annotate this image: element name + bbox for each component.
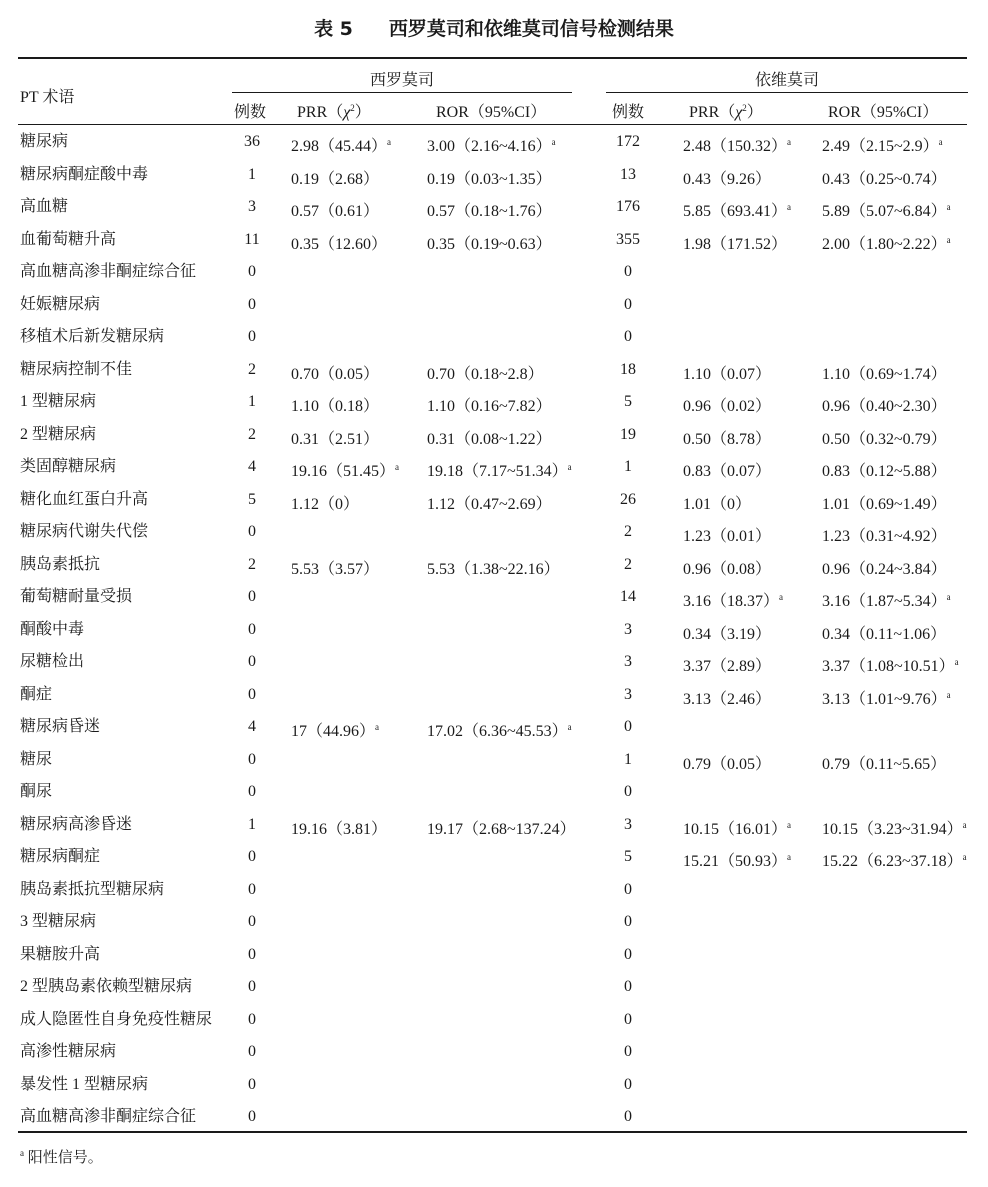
everolimus-n-cell: 0: [624, 1010, 632, 1028]
everolimus-prr-cell: 1.23（0.01）: [683, 528, 772, 545]
everolimus-ror-cell: 0.96（0.24~3.84）: [822, 560, 947, 578]
everolimus-ror-cell: 0.50（0.32~0.79）: [822, 430, 947, 448]
pt-term-cell: 糖尿病代谢失代偿: [20, 523, 149, 540]
sirolimus-ror-cell: 0.57（0.18~1.76）: [427, 203, 552, 220]
signal-marker: a: [946, 592, 951, 602]
table-row: [0, 354, 988, 386]
sirolimus-ror-cell: 0.35（0.19~0.63）: [427, 235, 552, 253]
table-row: [0, 321, 988, 353]
everolimus-n-cell: 0: [624, 328, 632, 345]
sirolimus-n-cell: 0: [248, 620, 256, 638]
sirolimus-ror-cell: 0.31（0.08~1.22）: [427, 430, 552, 448]
signal-marker: a: [954, 657, 959, 667]
table-row: [0, 516, 988, 548]
bottom-rule: [18, 1131, 967, 1133]
pt-term-cell: 糖化血红蛋白升高: [20, 490, 149, 508]
sirolimus-n-cell: 0: [248, 978, 256, 995]
sirolimus-n-cell: 1: [248, 393, 256, 410]
table-caption: [0, 14, 988, 41]
sirolimus-prr-cell: 0.35（12.60）: [291, 235, 388, 253]
group-rule-sirolimus: [232, 92, 572, 93]
sirolimus-n-cell: 2: [248, 360, 256, 378]
table-row: [0, 776, 988, 808]
table-row: [0, 126, 988, 158]
everolimus-ror-cell: 1.23（0.31~4.92）: [822, 528, 947, 545]
sirolimus-n-cell: 0: [248, 945, 256, 963]
everolimus-n-cell: 0: [624, 1075, 632, 1093]
everolimus-n-cell: 5: [624, 848, 632, 865]
everolimus-n-cell: 2: [624, 555, 632, 573]
everolimus-n-cell: 355: [616, 230, 640, 248]
pt-term-cell: 高血糖高渗非酮症综合征: [20, 263, 197, 280]
header-rule: [18, 124, 967, 125]
everolimus-prr-cell: 0.83（0.07）: [683, 463, 772, 480]
everolimus-n-cell: 3: [624, 653, 632, 670]
table-row: [0, 1069, 988, 1101]
signal-marker: a: [946, 202, 951, 212]
everolimus-n-cell: 14: [620, 588, 636, 605]
sirolimus-prr-cell: 5.53（3.57）: [291, 560, 380, 578]
everolimus-prr-cell: 0.79（0.05）: [683, 755, 772, 773]
everolimus-ror-cell: 3.37（1.08~10.51）$^a$: [822, 657, 959, 675]
everolimus-n-cell: 0: [624, 295, 632, 313]
everolimus-ror-cell: 1.01（0.69~1.49）: [822, 495, 947, 513]
table-row: [0, 711, 988, 743]
pt-term-cell: 高血糖高渗非酮症综合征: [20, 1108, 197, 1125]
header-sirolimus-ror: ROR（95%CI）: [436, 104, 547, 121]
sirolimus-prr-cell: $17(44.96)^a$: [291, 722, 380, 740]
sirolimus-n-cell: 0: [248, 913, 256, 930]
signal-marker: a: [567, 722, 572, 732]
signal-marker: a: [395, 462, 400, 472]
sirolimus-n-cell: 2: [248, 425, 256, 443]
everolimus-prr-cell: $5.85(693.41)^a$: [683, 202, 792, 220]
table-row: [0, 809, 988, 841]
table-row: [0, 386, 988, 418]
everolimus-n-cell: 0: [624, 1043, 632, 1060]
everolimus-n-cell: 2: [624, 523, 632, 540]
table-row: [0, 906, 988, 938]
signal-marker: a: [938, 137, 943, 147]
everolimus-n-cell: 0: [624, 783, 632, 800]
sirolimus-n-cell: 0: [248, 1010, 256, 1028]
everolimus-n-cell: 0: [624, 718, 632, 735]
everolimus-ror-cell: 2.00（1.80~2.22）$^a$: [822, 234, 951, 253]
table-row: [0, 1004, 988, 1036]
sirolimus-n-cell: 0: [248, 1075, 256, 1093]
everolimus-prr-cell: 0.96（0.08）: [683, 560, 772, 578]
pt-term-cell: 类固醇糖尿病: [20, 458, 117, 475]
sirolimus-n-cell: 0: [248, 295, 256, 313]
sirolimus-n-cell: 0: [248, 848, 256, 865]
signal-marker: a: [779, 592, 784, 602]
everolimus-n-cell: 0: [624, 945, 632, 963]
group-header-everolimus: 依维莫司: [754, 72, 819, 89]
signal-marker: a: [962, 852, 967, 862]
signal-marker: a: [787, 819, 792, 830]
table-row: [0, 646, 988, 678]
sirolimus-n-cell: 1: [248, 165, 256, 183]
pt-term-cell: 高渗性糖尿病: [20, 1043, 117, 1060]
pt-term-cell: 糖尿病高渗昏迷: [20, 815, 133, 833]
sirolimus-n-cell: 0: [248, 1043, 256, 1060]
everolimus-prr-cell: 1.01（0）: [683, 495, 752, 513]
sirolimus-prr-cell: 0.57（0.61）: [291, 203, 380, 220]
table-row: [0, 841, 988, 873]
header-sirolimus-prr: $PRR(\chi^2)$: [297, 103, 371, 121]
sirolimus-ror-cell: 19.18（7.17~51.34）$^a$: [427, 462, 572, 480]
header-everolimus-n: 例数: [612, 104, 645, 121]
everolimus-prr-cell: $10.15(16.01)^a$: [683, 819, 792, 838]
sirolimus-prr-cell: $2.98(45.44)^a$: [291, 137, 392, 155]
sirolimus-n-cell: 0: [248, 783, 256, 800]
group-rule-everolimus: [606, 92, 968, 93]
signal-marker: a: [787, 202, 792, 212]
sirolimus-n-cell: 2: [248, 555, 256, 573]
pt-term-cell: 糖尿病酮症: [20, 848, 101, 865]
pt-term-cell: 糖尿病控制不佳: [20, 360, 133, 378]
sirolimus-ror-cell: 0.19（0.03~1.35）: [427, 170, 552, 188]
table-row: [0, 419, 988, 451]
table-title: 西罗莫司和依维莫司信号检测结果: [388, 18, 674, 40]
pt-term-cell: 3 型糖尿病: [20, 913, 97, 930]
sirolimus-n-cell: 0: [248, 880, 256, 898]
everolimus-prr-cell: 3.13（2.46）: [683, 690, 772, 708]
pt-term-cell: 血葡萄糖升高: [20, 230, 117, 248]
table-row: [0, 1101, 988, 1133]
pt-term-cell: 糖尿病昏迷: [20, 718, 101, 735]
everolimus-ror-cell: 2.49（2.15~2.9）$^a$: [822, 137, 943, 155]
everolimus-prr-cell: 3.37（2.89）: [683, 658, 772, 675]
pt-term-cell: 糖尿病: [20, 133, 69, 150]
signal-marker: a: [387, 137, 392, 147]
table-number: 表 5: [314, 18, 353, 40]
pt-term-cell: 酮症: [20, 685, 53, 703]
sirolimus-prr-cell: 19.16（3.81）: [291, 820, 388, 838]
everolimus-n-cell: 26: [620, 490, 636, 508]
sirolimus-n-cell: 0: [248, 653, 256, 670]
table-row: [0, 874, 988, 906]
signal-marker: a: [946, 234, 951, 245]
sirolimus-n-cell: 0: [248, 523, 256, 540]
sirolimus-n-cell: 0: [248, 685, 256, 703]
sirolimus-n-cell: 0: [248, 1108, 256, 1125]
everolimus-prr-cell: 1.10（0.07）: [683, 365, 772, 383]
table-row: [0, 971, 988, 1003]
sirolimus-prr-cell: 1.12（0）: [291, 495, 360, 513]
everolimus-prr-cell: 1.98（171.52）: [683, 235, 788, 253]
table-row: [0, 1036, 988, 1068]
signal-marker: a: [946, 689, 951, 700]
sirolimus-n-cell: 0: [248, 328, 256, 345]
table-row: [0, 289, 988, 321]
sirolimus-ror-cell: 1.12（0.47~2.69）: [427, 495, 552, 513]
sirolimus-prr-cell: 1.10（0.18）: [291, 398, 380, 415]
top-rule: [18, 57, 967, 59]
everolimus-ror-cell: 0.83（0.12~5.88）: [822, 463, 947, 480]
everolimus-n-cell: 18: [620, 360, 636, 378]
pt-term-cell: 高血糖: [20, 198, 69, 215]
table-row: [0, 614, 988, 646]
sirolimus-n-cell: 3: [248, 198, 256, 215]
sirolimus-ror-cell: 5.53（1.38~22.16）: [427, 560, 560, 578]
sirolimus-n-cell: 5: [248, 490, 256, 508]
sirolimus-n-cell: 0: [248, 750, 256, 768]
everolimus-prr-cell: 0.96（0.02）: [683, 398, 772, 415]
table-row: [0, 256, 988, 288]
everolimus-n-cell: 176: [616, 198, 640, 215]
table-row: [0, 744, 988, 776]
signal-marker: a: [567, 462, 572, 472]
sirolimus-n-cell: 36: [244, 133, 260, 150]
everolimus-prr-cell: 0.43（9.26）: [683, 170, 772, 188]
footnote: $^a$ 阳性信号。: [20, 1148, 103, 1166]
everolimus-n-cell: 0: [624, 263, 632, 280]
everolimus-n-cell: 0: [624, 880, 632, 898]
everolimus-n-cell: 19: [620, 425, 636, 443]
pt-term-cell: 葡萄糖耐量受损: [20, 588, 133, 605]
group-header-sirolimus: 西罗莫司: [369, 72, 434, 89]
everolimus-n-cell: 0: [624, 913, 632, 930]
header-sirolimus-n: 例数: [234, 104, 267, 121]
pt-term-cell: 2 型胰岛素依赖型糖尿病: [20, 978, 193, 995]
everolimus-ror-cell: 3.13（1.01~9.76）$^a$: [822, 689, 951, 708]
sirolimus-prr-cell: 0.31（2.51）: [291, 430, 380, 448]
pt-term-cell: 尿糖检出: [20, 653, 85, 670]
sirolimus-n-cell: 4: [248, 458, 256, 475]
sirolimus-ror-cell: 0.70（0.18~2.8）: [427, 365, 544, 383]
table-row: [0, 159, 988, 191]
pt-term-cell: 妊娠糖尿病: [20, 295, 101, 313]
table-row: [0, 191, 988, 223]
pt-term-cell: 成人隐匿性自身免疫性糖尿: [20, 1010, 213, 1028]
pt-term-cell: 酮尿: [20, 783, 53, 800]
sirolimus-ror-cell: 1.10（0.16~7.82）: [427, 398, 552, 415]
signal-marker: a: [962, 819, 967, 830]
table-row: [0, 581, 988, 613]
sirolimus-prr-cell: 0.19（2.68）: [291, 170, 380, 188]
everolimus-prr-cell: $3.16(18.37)^a$: [683, 592, 784, 610]
everolimus-ror-cell: 10.15（3.23~31.94）$^a$: [822, 819, 967, 838]
sirolimus-n-cell: 4: [248, 718, 256, 735]
everolimus-n-cell: 13: [620, 165, 636, 183]
everolimus-prr-cell: 0.34（3.19）: [683, 625, 772, 643]
everolimus-ror-cell: 0.96（0.40~2.30）: [822, 398, 947, 415]
sirolimus-n-cell: 0: [248, 263, 256, 280]
sirolimus-ror-cell: 19.17（2.68~137.24）: [427, 820, 576, 838]
sirolimus-ror-cell: 17.02（6.36~45.53）$^a$: [427, 722, 572, 740]
pt-term-cell: 糖尿: [20, 750, 53, 768]
everolimus-n-cell: 3: [624, 620, 632, 638]
everolimus-n-cell: 3: [624, 815, 632, 833]
everolimus-n-cell: 0: [624, 1108, 632, 1125]
sirolimus-prr-cell: $19.16(51.45)^a$: [291, 462, 400, 480]
sirolimus-n-cell: 0: [248, 588, 256, 605]
everolimus-ror-cell: 15.22（6.23~37.18）$^a$: [822, 852, 967, 870]
signal-marker: a: [787, 137, 792, 147]
signal-marker: a: [787, 852, 792, 862]
header-everolimus-prr: $PRR(\chi^2)$: [689, 103, 763, 121]
everolimus-prr-cell: $15.21(50.93)^a$: [683, 852, 792, 870]
table-row: [0, 549, 988, 581]
pt-term-cell: 胰岛素抵抗型糖尿病: [20, 880, 165, 898]
everolimus-prr-cell: 0.50（8.78）: [683, 430, 772, 448]
sirolimus-ror-cell: 3.00（2.16~4.16）$^a$: [427, 137, 556, 155]
pt-term-cell: 果糖胺升高: [20, 945, 101, 963]
header-everolimus-ror: ROR（95%CI）: [828, 104, 939, 121]
signal-marker: a: [375, 722, 380, 732]
table-row: [0, 939, 988, 971]
table-row: [0, 224, 988, 256]
everolimus-ror-cell: 0.34（0.11~1.06）: [822, 625, 947, 643]
everolimus-ror-cell: 0.43（0.25~0.74）: [822, 170, 947, 188]
everolimus-ror-cell: 1.10（0.69~1.74）: [822, 365, 947, 383]
pt-term-cell: 2 型糖尿病: [20, 425, 97, 443]
everolimus-n-cell: 1: [624, 750, 632, 768]
pt-term-cell: 酮酸中毒: [20, 620, 85, 638]
everolimus-ror-cell: 0.79（0.11~5.65）: [822, 755, 947, 773]
everolimus-n-cell: 1: [624, 458, 632, 475]
everolimus-n-cell: 5: [624, 393, 632, 410]
pt-term-header: PT 术语: [20, 89, 75, 106]
pt-term-cell: 暴发性 1 型糖尿病: [20, 1075, 149, 1093]
everolimus-n-cell: 172: [616, 133, 640, 150]
pt-term-cell: 糖尿病酮症酸中毒: [20, 165, 149, 183]
pt-term-cell: 1 型糖尿病: [20, 393, 97, 410]
everolimus-ror-cell: 3.16（1.87~5.34）$^a$: [822, 592, 951, 610]
everolimus-prr-cell: $2.48(150.32)^a$: [683, 137, 792, 155]
sirolimus-n-cell: 11: [244, 230, 260, 248]
everolimus-n-cell: 0: [624, 978, 632, 995]
table-row: [0, 679, 988, 711]
everolimus-n-cell: 3: [624, 685, 632, 703]
everolimus-ror-cell: 5.89（5.07~6.84）$^a$: [822, 202, 951, 220]
sirolimus-prr-cell: 0.70（0.05）: [291, 365, 380, 383]
table-row: [0, 451, 988, 483]
pt-term-cell: 胰岛素抵抗: [20, 555, 101, 573]
sirolimus-n-cell: 1: [248, 815, 256, 833]
signal-marker: a: [551, 137, 556, 147]
pt-term-cell: 移植术后新发糖尿病: [20, 328, 165, 345]
table-row: [0, 484, 988, 516]
